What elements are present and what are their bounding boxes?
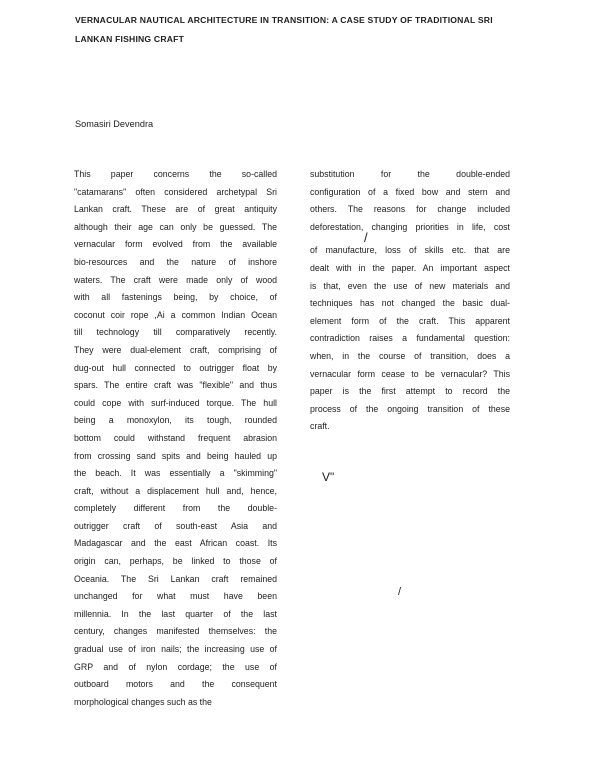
text-line: coconut coir rope ,Ai a common Indian Ocean	[74, 309, 277, 320]
text-line: the beach. It was essentially a "skimming"	[74, 468, 277, 479]
title-line-1: VERNACULAR NAUTICAL ARCHITECTURE IN TRANSITION: A CASE STUDY OF TRADITIONAL SRI	[75, 15, 493, 25]
text-line: vernacular form evolved from the available	[74, 239, 277, 250]
text-line: century, changes manifested themselves: the	[74, 626, 277, 637]
text-line: unchanged for what must have been	[74, 591, 277, 602]
text-line: outrigger craft of south-east Asia and	[74, 520, 277, 531]
right-column-bottom-block	[310, 242, 510, 436]
text-line: paper is the first attempt to record the	[310, 386, 510, 397]
text-line: "catamarans" often considered archetypal Sri	[74, 186, 277, 197]
text-line: craft.	[310, 421, 330, 432]
text-line: techniques has not changed the basic dual-	[310, 298, 510, 309]
text-line: element form of the craft. This apparent	[310, 315, 510, 326]
text-line: vernacular form cease to be vernacular? This	[310, 368, 510, 379]
text-line: with all fastenings being, by choice, of	[74, 292, 277, 303]
abstract-left-column	[74, 166, 277, 711]
text-line: Lankan craft. These are of great antiquity	[74, 204, 277, 215]
text-line: gradual use of iron nails; the increasing use of	[74, 644, 277, 655]
text-line: GRP and of nylon cordage; the use of	[74, 661, 277, 672]
text-line: They were dual-element craft, comprising of	[74, 344, 277, 355]
text-line: till technology till comparatively recently.	[74, 327, 277, 338]
text-line: outboard motors and the consequent	[74, 679, 277, 690]
text-line: This paper concerns the so-called	[74, 169, 277, 179]
text-line: could cope with surf-induced torque. The hull	[74, 397, 277, 408]
text-line: contradiction raises a fundamental question:	[310, 333, 510, 344]
text-line: being a monoxylon, its tough, rounded	[74, 415, 277, 426]
stray-v-mark: V"	[322, 470, 335, 484]
text-line: completely different from the double-	[74, 503, 277, 514]
text-line: morphological changes such as the	[74, 696, 212, 707]
stray-slash-mark: /	[364, 230, 368, 245]
text-line: Oceania. The Sri Lankan craft remained	[74, 573, 277, 584]
text-line: when, in the course of transition, does a	[310, 350, 510, 361]
text-line: substitution for the double-ended	[310, 169, 510, 179]
text-line: configuration of a fixed bow and stern and	[310, 186, 510, 197]
right-column-top-block	[310, 166, 510, 236]
title-line-2: LANKAN FISHING CRAFT	[75, 34, 185, 44]
text-line: millennia. In the last quarter of the last	[74, 608, 277, 619]
text-line: is that, even the use of new materials and	[310, 280, 510, 291]
text-line: deforestation, changing priorities in life, cost	[310, 221, 510, 232]
text-line: others. The reasons for change included	[310, 204, 510, 215]
text-line: origin can, perhaps, be linked to those of	[74, 556, 277, 567]
text-line: bio-resources and the nature of inshore	[74, 256, 277, 267]
abstract-right-column	[310, 166, 510, 436]
text-line: bottom could withstand frequent abrasion	[74, 432, 277, 443]
paper-title	[75, 11, 525, 49]
text-line: dug-out hull connected to outrigger float by	[74, 362, 277, 373]
text-line: process of the ongoing transition of these	[310, 403, 510, 414]
text-line: of manufacture, loss of skills etc. that are	[310, 245, 510, 256]
author-name: Somasiri Devendra	[75, 119, 154, 129]
text-line: dealt with in the paper. An important aspect	[310, 262, 510, 273]
text-line: waters. The craft were made only of wood	[74, 274, 277, 285]
text-line: Madagascar and the east African coast. Its	[74, 538, 277, 549]
text-line: from crossing sand spits and being hauled up	[74, 450, 277, 461]
text-line: craft, without a displacement hull and, hence,	[74, 485, 277, 496]
text-line: although their age can only be guessed. The	[74, 221, 277, 232]
text-line: spars. The entire craft was "flexible" and thus	[74, 380, 277, 391]
stray-slash-mark: /	[398, 586, 402, 598]
